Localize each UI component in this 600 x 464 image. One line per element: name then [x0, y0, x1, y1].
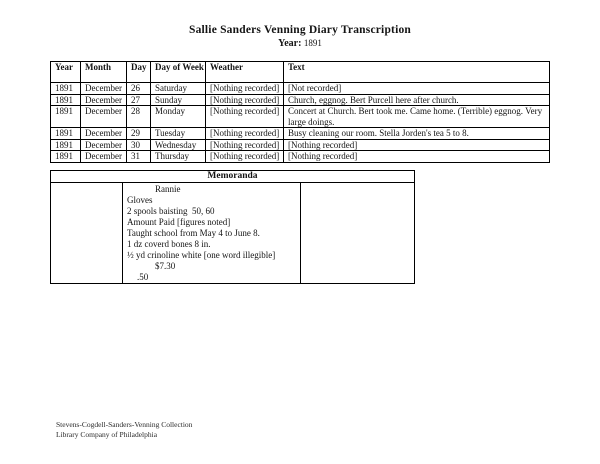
- memoranda-title: Memoranda: [51, 171, 415, 183]
- memo-line: $7.30: [155, 261, 176, 271]
- cell-month: December: [81, 139, 127, 151]
- cell-year: 1891: [51, 106, 81, 128]
- cell-dayofweek: Saturday: [151, 83, 206, 95]
- memoranda-content-cell: [123, 183, 301, 284]
- cell-month: December: [81, 94, 127, 106]
- cell-year: 1891: [51, 128, 81, 140]
- memo-line: 2 spools baisting 50, 60: [127, 206, 215, 216]
- memo-line: .50: [137, 272, 149, 282]
- table-row: [51, 139, 550, 151]
- cell-text: Busy cleaning our room. Stella Jorden's tea 5 to 8.: [284, 128, 550, 140]
- cell-weather: [Nothing recorded]: [206, 128, 284, 140]
- memoranda-content-row: [51, 183, 415, 284]
- diary-table: [50, 61, 550, 163]
- cell-day: 31: [127, 151, 151, 163]
- table-row: [51, 151, 550, 163]
- table-row: [51, 106, 550, 128]
- memoranda-right-cell: [301, 183, 415, 284]
- cell-day: 30: [127, 139, 151, 151]
- cell-weather: [Nothing recorded]: [206, 83, 284, 95]
- cell-day: 29: [127, 128, 151, 140]
- cell-text: [Nothing recorded]: [284, 151, 550, 163]
- cell-day: 26: [127, 83, 151, 95]
- memo-line: Taught school from May 4 to June 8.: [127, 228, 260, 238]
- title-block: [0, 24, 600, 49]
- memoranda-table: [50, 170, 415, 284]
- cell-year: 1891: [51, 83, 81, 95]
- memoranda-header-row: [51, 171, 415, 183]
- cell-year: 1891: [51, 151, 81, 163]
- column-header-dayofweek: Day of Week: [151, 62, 206, 83]
- cell-year: 1891: [51, 94, 81, 106]
- cell-text: [Not recorded]: [284, 83, 550, 95]
- memoranda-left-cell: [51, 183, 123, 284]
- cell-dayofweek: Wednesday: [151, 139, 206, 151]
- cell-month: December: [81, 106, 127, 128]
- memo-line: 1 dz coverd bones 8 in.: [127, 239, 211, 249]
- column-header-day: Day: [127, 62, 151, 83]
- cell-day: 28: [127, 106, 151, 128]
- table-row: [51, 94, 550, 106]
- cell-month: December: [81, 151, 127, 163]
- cell-weather: [Nothing recorded]: [206, 139, 284, 151]
- cell-year: 1891: [51, 139, 81, 151]
- year-value: 1891: [303, 38, 322, 48]
- diary-header-row: [51, 62, 550, 83]
- cell-month: December: [81, 128, 127, 140]
- year-label: Year:: [278, 38, 302, 49]
- column-header-weather: Weather: [206, 62, 284, 83]
- cell-weather: [Nothing recorded]: [206, 106, 284, 128]
- memo-line: Gloves: [127, 195, 153, 205]
- cell-weather: [Nothing recorded]: [206, 94, 284, 106]
- column-header-year: Year: [51, 62, 81, 83]
- cell-day: 27: [127, 94, 151, 106]
- memo-line: Rannie: [155, 184, 181, 194]
- column-header-month: Month: [81, 62, 127, 83]
- document-footer: [56, 420, 192, 440]
- table-row: [51, 83, 550, 95]
- cell-text: [Nothing recorded]: [284, 139, 550, 151]
- cell-dayofweek: Monday: [151, 106, 206, 128]
- table-row: [51, 128, 550, 140]
- memo-line: ½ yd crinoline white [one word illegible]: [127, 250, 276, 260]
- cell-dayofweek: Sunday: [151, 94, 206, 106]
- memo-line: Amount Paid [figures noted]: [127, 217, 231, 227]
- cell-dayofweek: Tuesday: [151, 128, 206, 140]
- footer-library-line: Library Company of Philadelphia: [56, 430, 158, 439]
- year-line: [0, 38, 600, 49]
- cell-dayofweek: Thursday: [151, 151, 206, 163]
- cell-weather: [Nothing recorded]: [206, 151, 284, 163]
- page-title: Sallie Sanders Venning Diary Transcription: [188, 24, 412, 36]
- cell-text: Concert at Church. Bert took me. Came home. (Terrible) eggnog. Very large doings.: [284, 106, 550, 128]
- column-header-text: Text: [284, 62, 550, 83]
- footer-collection-line: Stevens-Cogdell-Sanders-Venning Collection: [56, 420, 193, 429]
- cell-text: Church, eggnog. Bert Purcell here after church.: [284, 94, 550, 106]
- cell-month: December: [81, 83, 127, 95]
